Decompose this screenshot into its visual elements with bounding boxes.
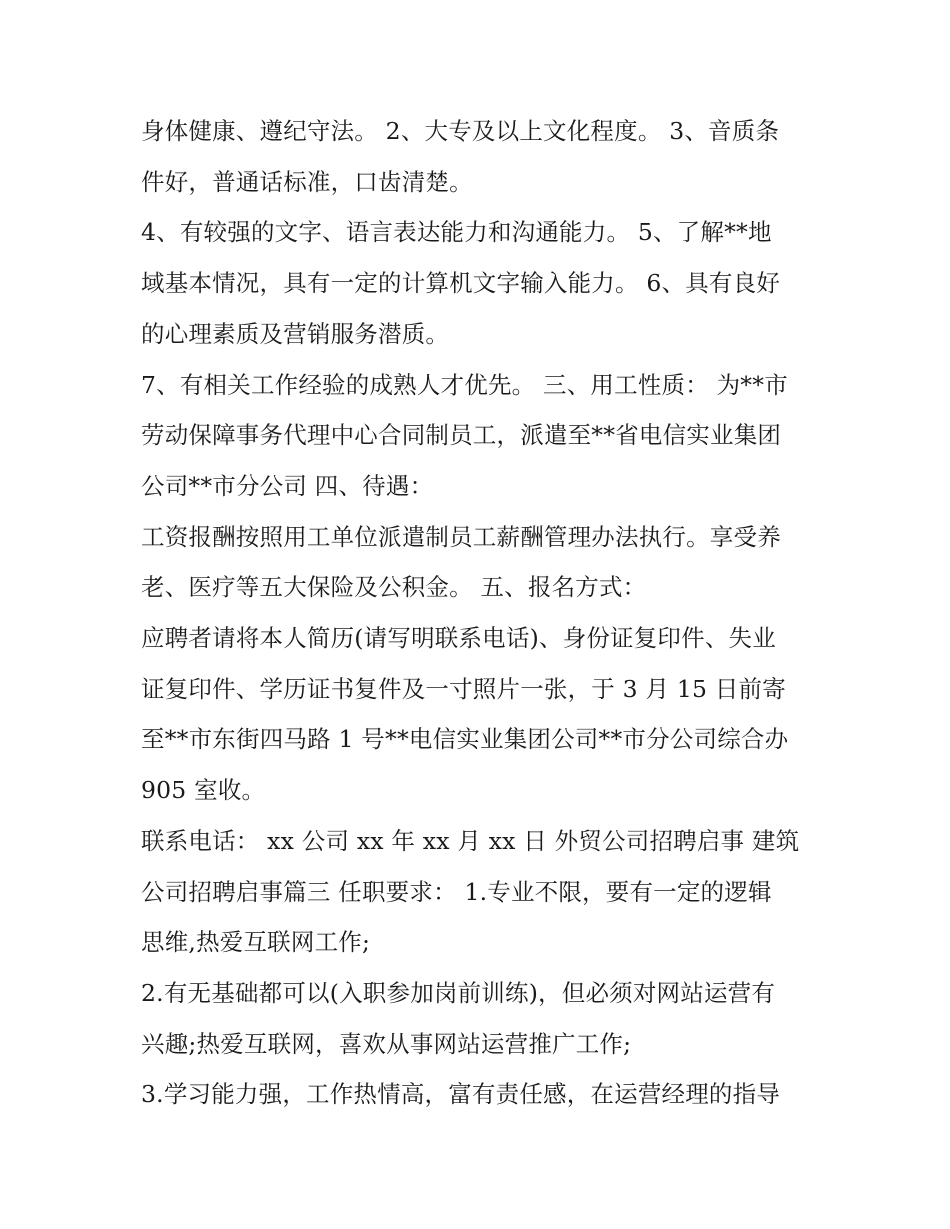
document-body bbox=[141, 106, 831, 1120]
text-line-14: 905 室收。 bbox=[141, 776, 266, 805]
text-line-5: 的心理素质及营销服务潜质。 bbox=[141, 319, 450, 348]
text-line-2: 件好，普通话标准，口齿清楚。 bbox=[141, 167, 473, 196]
text-line-19: 兴趣;热爱互联网，喜欢从事网站运营推广工作; bbox=[141, 1029, 632, 1058]
text-line-18: 2.有无基础都可以(入职参加岗前训练)，但必须对网站运营有 bbox=[141, 978, 776, 1007]
text-line-8: 公司**市分公司 四、待遇： bbox=[141, 471, 434, 500]
text-line-1: 身体健康、遵纪守法。 2、大专及以上文化程度。 3、音质条 bbox=[141, 117, 780, 145]
text-line-9: 工资报酬按照用工单位派遣制员工薪酬管理办法执行。享受养 bbox=[141, 522, 781, 551]
text-line-10: 老、医疗等五大保险及公积金。 五、报名方式： bbox=[141, 573, 647, 602]
text-line-3: 4、有较强的文字、语言表达能力和沟通能力。 5、了解**地 bbox=[141, 218, 772, 247]
text-line-4: 域基本情况，具有一定的计算机文字输入能力。 6、具有良好 bbox=[141, 269, 781, 298]
text-line-15: 联系电话： xx 公司 xx 年 xx 月 xx 日 外贸公司招聘启事 建筑 bbox=[141, 826, 800, 855]
text-line-7: 劳动保障事务代理中心合同制员工，派遣至**省电信实业集团 bbox=[141, 421, 782, 450]
text-line-17: 思维,热爱互联网工作; bbox=[141, 928, 371, 957]
text-line-16: 公司招聘启事篇三 任职要求： 1.专业不限，要有一定的逻辑 bbox=[141, 877, 772, 906]
text-line-11: 应聘者请将本人简历(请写明联系电话)、身份证复印件、失业 bbox=[141, 624, 776, 653]
text-line-13: 至**市东街四马路 1 号**电信实业集团公司**市分公司综合办 bbox=[141, 725, 789, 754]
text-line-20: 3.学习能力强，工作热情高，富有责任感，在运营经理的指导 bbox=[141, 1080, 781, 1109]
text-line-6: 7、有相关工作经验的成熟人才优先。 三、用工性质： 为**市 bbox=[141, 370, 788, 399]
text-line-12: 证复印件、学历证书复件及一寸照片一张，于 3 月 15 日前寄 bbox=[141, 674, 786, 703]
